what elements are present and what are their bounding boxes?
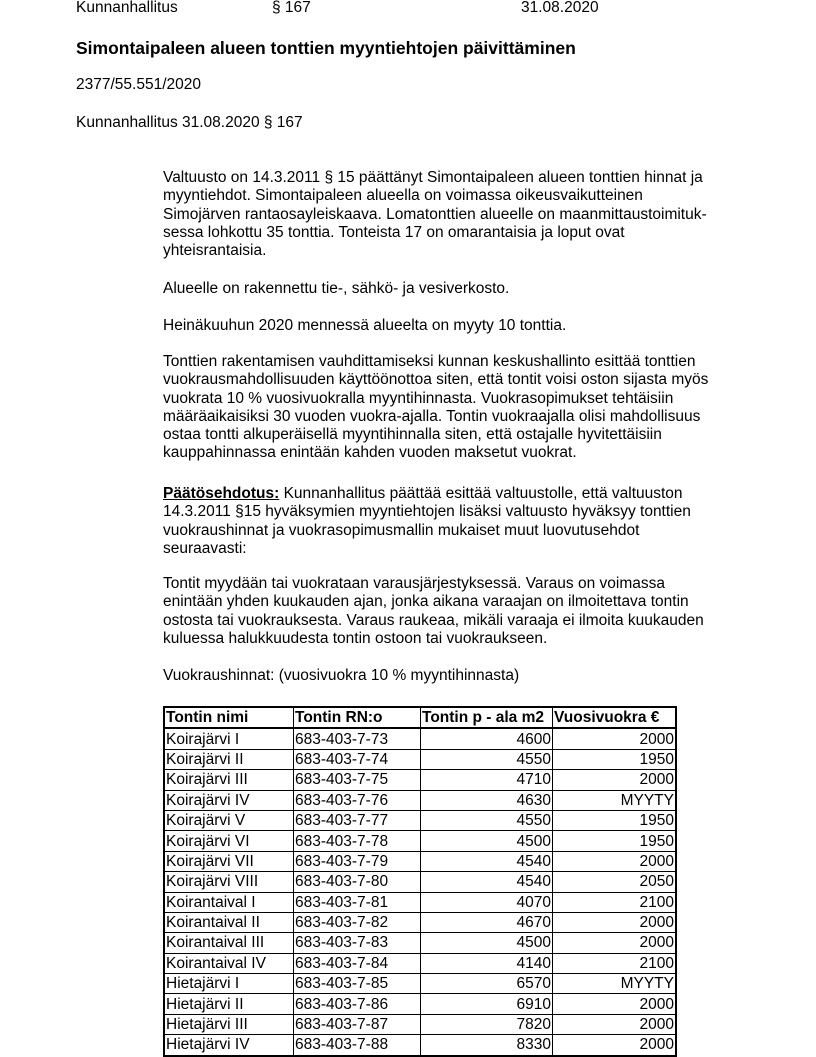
- cell-plot-number: 683-403-7-74: [294, 749, 421, 769]
- cell-area: 4710: [421, 770, 553, 790]
- text-line: vuokrausmahdollisuuden käyttöönottoa siten, että tontit voisi oston sijasta myös: [163, 371, 709, 389]
- table-body: [164, 728, 676, 1055]
- column-header-plot-number: Tontin RN:o: [294, 707, 421, 728]
- cell-plot-number: 683-403-7-82: [294, 912, 421, 932]
- cell-area: 4600: [421, 728, 553, 749]
- table-row: [164, 974, 676, 994]
- text-line: vuokrata 10 % vuosivuokralla myyntihinnasta. Vuokrasopimukset tehtäisiin: [163, 389, 674, 407]
- text-line: kuluessa halukkuudesta tontin ostoon tai vuokraukseen.: [163, 629, 548, 647]
- decision-label: Päätösehdotus:: [163, 485, 280, 502]
- cell-plot-name: Hietajärvi II: [164, 994, 294, 1014]
- cell-annual-rent: 2000: [553, 851, 677, 871]
- table-row: [164, 1014, 676, 1034]
- decision-first-line: [163, 485, 743, 503]
- cell-annual-rent: 2000: [553, 728, 677, 749]
- decision-text-2: vuokraushinnat ja vuokrasopimusmallin mukaiset muut luovutusehdot: [163, 521, 640, 539]
- header-section: § 167: [272, 0, 311, 16]
- rent-table: [163, 706, 677, 1057]
- cell-plot-number: 683-403-7-84: [294, 953, 421, 973]
- cell-annual-rent: 2000: [553, 912, 677, 932]
- table-row: [164, 872, 676, 892]
- cell-area: 4540: [421, 872, 553, 892]
- text-line: Heinäkuuhun 2020 mennessä alueelta on myyty 10 tonttia.: [163, 317, 567, 334]
- cell-area: 4140: [421, 953, 553, 973]
- document-number: 2377/55.551/2020: [76, 76, 201, 93]
- cell-plot-name: Hietajärvi III: [164, 1014, 294, 1034]
- cell-annual-rent: 1950: [553, 810, 677, 830]
- cell-plot-number: 683-403-7-83: [294, 933, 421, 953]
- cell-area: 7820: [421, 1014, 553, 1034]
- paragraph-decision-proposal: [163, 485, 743, 558]
- cell-annual-rent: 2100: [553, 892, 677, 912]
- column-header-area: Tontin p - ala m2: [421, 707, 553, 728]
- table-row: [164, 912, 676, 932]
- text-line: Tonttien rakentamisen vauhdittamiseksi kunnan keskushallinto esittää tonttien: [163, 353, 696, 370]
- text-line: myyntiehdot. Simontaipaleen alueella on voimassa oikeusvaikutteinen: [163, 187, 643, 205]
- table-row: [164, 770, 676, 790]
- cell-area: 6570: [421, 974, 553, 994]
- table-header-row: [164, 707, 676, 728]
- paragraph-reservation: [163, 575, 743, 648]
- text-line: Simojärven rantaosayleiskaava. Lomatonttien alueelle on maanmittaustoimituk-: [163, 205, 707, 223]
- text-line: kauppahinnassa enintään kahden vuoden maksetut vuokrat.: [163, 444, 577, 462]
- paragraph-sold-count: [163, 317, 743, 335]
- cell-area: 4630: [421, 790, 553, 810]
- table-row: [164, 790, 676, 810]
- cell-annual-rent: 1950: [553, 749, 677, 769]
- text-line: Alueelle on rakennettu tie-, sähkö- ja vesiverkosto.: [163, 280, 510, 297]
- cell-area: 4540: [421, 851, 553, 871]
- cell-annual-rent: 2000: [553, 1014, 677, 1034]
- cell-plot-number: 683-403-7-76: [294, 790, 421, 810]
- text-line: yhteisrantaisia.: [163, 242, 267, 260]
- cell-plot-number: 683-403-7-77: [294, 810, 421, 830]
- cell-area: 6910: [421, 994, 553, 1014]
- cell-plot-number: 683-403-7-85: [294, 974, 421, 994]
- cell-plot-name: Koirantaival II: [164, 912, 294, 932]
- cell-area: 4070: [421, 892, 553, 912]
- table-row: [164, 933, 676, 953]
- text-line: ostosta tai vuokrauksesta. Varaus raukeaa, mikäli varaaja ei ilmoita kuukauden: [163, 611, 704, 629]
- cell-plot-number: 683-403-7-86: [294, 994, 421, 1014]
- cell-annual-rent: 2000: [553, 994, 677, 1014]
- text-line: Vuokraushinnat: (vuosivuokra 10 % myyntihinnasta): [163, 667, 520, 684]
- cell-plot-name: Koirantaival I: [164, 892, 294, 912]
- cell-area: 4550: [421, 749, 553, 769]
- cell-area: 4500: [421, 831, 553, 851]
- cell-plot-name: Koirajärvi II: [164, 749, 294, 769]
- table-row: [164, 1035, 676, 1056]
- table-row: [164, 728, 676, 749]
- column-header-plot-name: Tontin nimi: [164, 707, 294, 728]
- text-line: sessa lohkottu 35 tonttia. Tonteista 17 on omarantaisia ja loput ovat: [163, 223, 625, 241]
- decision-text-3: seuraavasti:: [163, 539, 247, 557]
- header-organ: Kunnanhallitus: [76, 0, 178, 16]
- cell-plot-number: 683-403-7-87: [294, 1014, 421, 1034]
- decision-text-0: Kunnanhallitus päättää esittää valtuustolle, että valtuuston: [279, 485, 683, 502]
- paragraph-rent-prices-intro: [163, 667, 743, 685]
- cell-plot-name: Koirajärvi I: [164, 728, 294, 749]
- cell-annual-rent: MYYTY: [553, 974, 677, 994]
- cell-plot-number: 683-403-7-80: [294, 872, 421, 892]
- cell-plot-name: Koirajärvi VII: [164, 851, 294, 871]
- cell-plot-name: Hietajärvi I: [164, 974, 294, 994]
- cell-annual-rent: 2050: [553, 872, 677, 892]
- cell-area: 4670: [421, 912, 553, 932]
- table-row: [164, 749, 676, 769]
- cell-plot-name: Koirajärvi VIII: [164, 872, 294, 892]
- meeting-line: Kunnanhallitus 31.08.2020 § 167: [76, 114, 303, 131]
- cell-annual-rent: 2000: [553, 1035, 677, 1056]
- cell-annual-rent: 2100: [553, 953, 677, 973]
- table-row: [164, 994, 676, 1014]
- paragraph-background: [163, 169, 743, 260]
- table-row: [164, 953, 676, 973]
- cell-plot-name: Koirantaival III: [164, 933, 294, 953]
- cell-annual-rent: MYYTY: [553, 790, 677, 810]
- table-row: [164, 831, 676, 851]
- table-row: [164, 851, 676, 871]
- cell-plot-number: 683-403-7-79: [294, 851, 421, 871]
- cell-plot-name: Koirantaival IV: [164, 953, 294, 973]
- table-row: [164, 810, 676, 830]
- cell-plot-number: 683-403-7-73: [294, 728, 421, 749]
- cell-annual-rent: 2000: [553, 770, 677, 790]
- cell-area: 8330: [421, 1035, 553, 1056]
- cell-plot-name: Hietajärvi IV: [164, 1035, 294, 1056]
- text-line: Tontit myydään tai vuokrataan varausjärjestyksessä. Varaus on voimassa: [163, 575, 665, 592]
- decision-text-1: 14.3.2011 §15 hyväksymien myyntiehtojen lisäksi valtuusto hyväksyy tonttien: [163, 503, 691, 521]
- cell-plot-number: 683-403-7-88: [294, 1035, 421, 1056]
- document-title: Simontaipaleen alueen tonttien myyntiehtojen päivittäminen: [76, 38, 576, 58]
- cell-annual-rent: 2000: [553, 933, 677, 953]
- cell-plot-number: 683-403-7-75: [294, 770, 421, 790]
- text-line: Valtuusto on 14.3.2011 § 15 päättänyt Simontaipaleen alueen tonttien hinnat ja: [163, 169, 703, 186]
- cell-plot-name: Koirajärvi III: [164, 770, 294, 790]
- column-header-annual-rent: Vuosivuokra €: [553, 707, 677, 728]
- cell-plot-name: Koirajärvi IV: [164, 790, 294, 810]
- cell-plot-number: 683-403-7-78: [294, 831, 421, 851]
- cell-plot-name: Koirajärvi VI: [164, 831, 294, 851]
- cell-area: 4550: [421, 810, 553, 830]
- cell-plot-number: 683-403-7-81: [294, 892, 421, 912]
- table-row: [164, 892, 676, 912]
- paragraph-infrastructure: [163, 280, 743, 298]
- text-line: määräaikaisiksi 30 vuoden vuokra-ajalla. Tontin vuokraajalla olisi mahdollisuus: [163, 407, 701, 425]
- cell-plot-name: Koirajärvi V: [164, 810, 294, 830]
- paragraph-rental-proposal: [163, 353, 743, 463]
- header-date: 31.08.2020: [521, 0, 599, 16]
- text-line: ostaa tontti alkuperäisellä myyntihinnalla siten, että ostajalle hyvitettäisiin: [163, 426, 662, 444]
- cell-area: 4500: [421, 933, 553, 953]
- cell-annual-rent: 1950: [553, 831, 677, 851]
- text-line: enintään yhden kuukauden ajan, jonka aikana varaajan on ilmoitettava tontin: [163, 593, 689, 611]
